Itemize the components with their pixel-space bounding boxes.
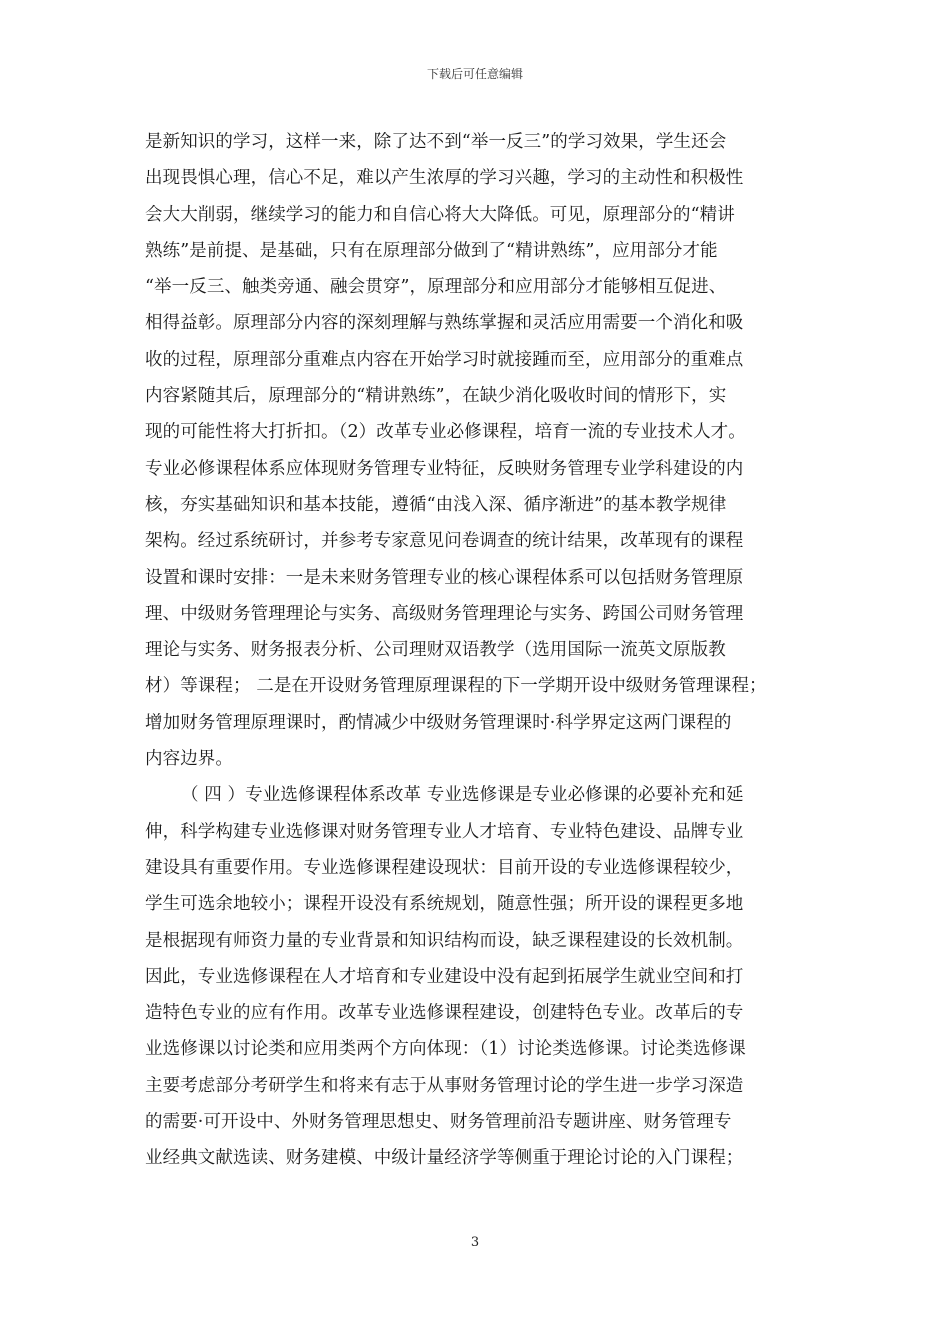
text-line: 现的可能性将大打折扣。（2）改革专业必修课程，培育一流的专业技术人才。: [145, 422, 746, 443]
page-header: 下载后可任意编辑: [426, 67, 523, 81]
text-line: 架构。经过系统研讨，并参考专家意见问卷调查的统计结果，改革现有的课程: [145, 531, 744, 552]
text-line: 内容边界。: [145, 749, 233, 770]
text-line: 因此，专业选修课程在人才培育和专业建设中没有起到拓展学生就业空间和打: [145, 966, 744, 987]
page-number: 3: [470, 1235, 480, 1250]
text-line: 业选修课以讨论类和应用类两个方向体现：（1）讨论类选修课。讨论类选修课: [145, 1039, 746, 1060]
text-line: 增加财务管理原理课时，酌情减少中级财务管理课时·科学界定这两门课程的: [145, 712, 732, 733]
text-line: 业经典文献选读、财务建模、中级计量经济学等侧重于理论讨论的入门课程；: [145, 1148, 744, 1169]
text-line: 熟练”是前提、是基础，只有在原理部分做到了“精讲熟练”，应用部分才能: [145, 240, 718, 261]
section-heading-line: （ 四 ）专业选修课程体系改革 专业选修课是专业必修课的必要补充和延: [181, 785, 744, 806]
text-line: 伸，科学构建专业选修课对财务管理专业人才培育、专业特色建设、品牌专业: [145, 821, 744, 842]
text-line: 的需要·可开设中、外财务管理思想史、财务管理前沿专题讲座、财务管理专: [145, 1112, 732, 1133]
text-line: 建设具有重要作用。专业选修课程建设现状：目前开设的专业选修课程较少，: [145, 857, 744, 878]
text-line: 出现畏惧心理，信心不足，难以产生浓厚的学习兴趣，学习的主动性和积极性: [145, 168, 744, 189]
document-body: [145, 124, 825, 1177]
text-line: 造特色专业的应有作用。改革专业选修课程建设，创建特色专业。改革后的专: [145, 1003, 744, 1024]
text-line: 内容紧随其后，原理部分的“精讲熟练”，在缺少消化吸收时间的情形下，实: [145, 386, 727, 407]
text-line: 相得益彰。原理部分内容的深刻理解与熟练掌握和灵活应用需要一个消化和吸: [145, 313, 744, 334]
text-line: 是新知识的学习，这样一来，除了达不到“举一反三”的学习效果，学生还会: [145, 132, 727, 152]
text-line: 学生可选余地较小；课程开设没有系统规划，随意性强；所开设的课程更多地: [145, 894, 744, 915]
text-line: 理论与实务、财务报表分析、公司理财双语教学（选用国际一流英文原版教: [145, 640, 726, 661]
text-line: “举一反三、触类旁通、融会贯穿”，原理部分和应用部分才能够相互促进、: [145, 277, 727, 298]
text-line: 核，夯实基础知识和基本技能，遵循“由浅入深、循序渐进”的基本教学规律: [145, 494, 727, 515]
text-line: 是根据现有师资力量的专业背景和知识结构而设，缺乏课程建设的长效机制。: [145, 930, 744, 951]
text-line: 专业必修课程体系应体现财务管理专业特征，反映财务管理专业学科建设的内: [145, 458, 744, 479]
text-line: 理、中级财务管理理论与实务、高级财务管理理论与实务、跨国公司财务管理: [145, 603, 744, 624]
text-line: 收的过程，原理部分重难点内容在开始学习时就接踵而至，应用部分的重难点: [145, 349, 744, 370]
text-line: 会大大削弱，继续学习的能力和自信心将大大降低。可见，原理部分的“精讲: [145, 204, 735, 225]
text-line: 主要考虑部分考研学生和将来有志于从事财务管理讨论的学生进一步学习深造: [145, 1075, 744, 1096]
text-line: 材）等课程； 二是在开设财务管理原理课程的下一学期开设中级财务管理课程；: [145, 676, 767, 697]
text-line: 设置和课时安排：一是未来财务管理专业的核心课程体系可以包括财务管理原: [145, 567, 744, 588]
